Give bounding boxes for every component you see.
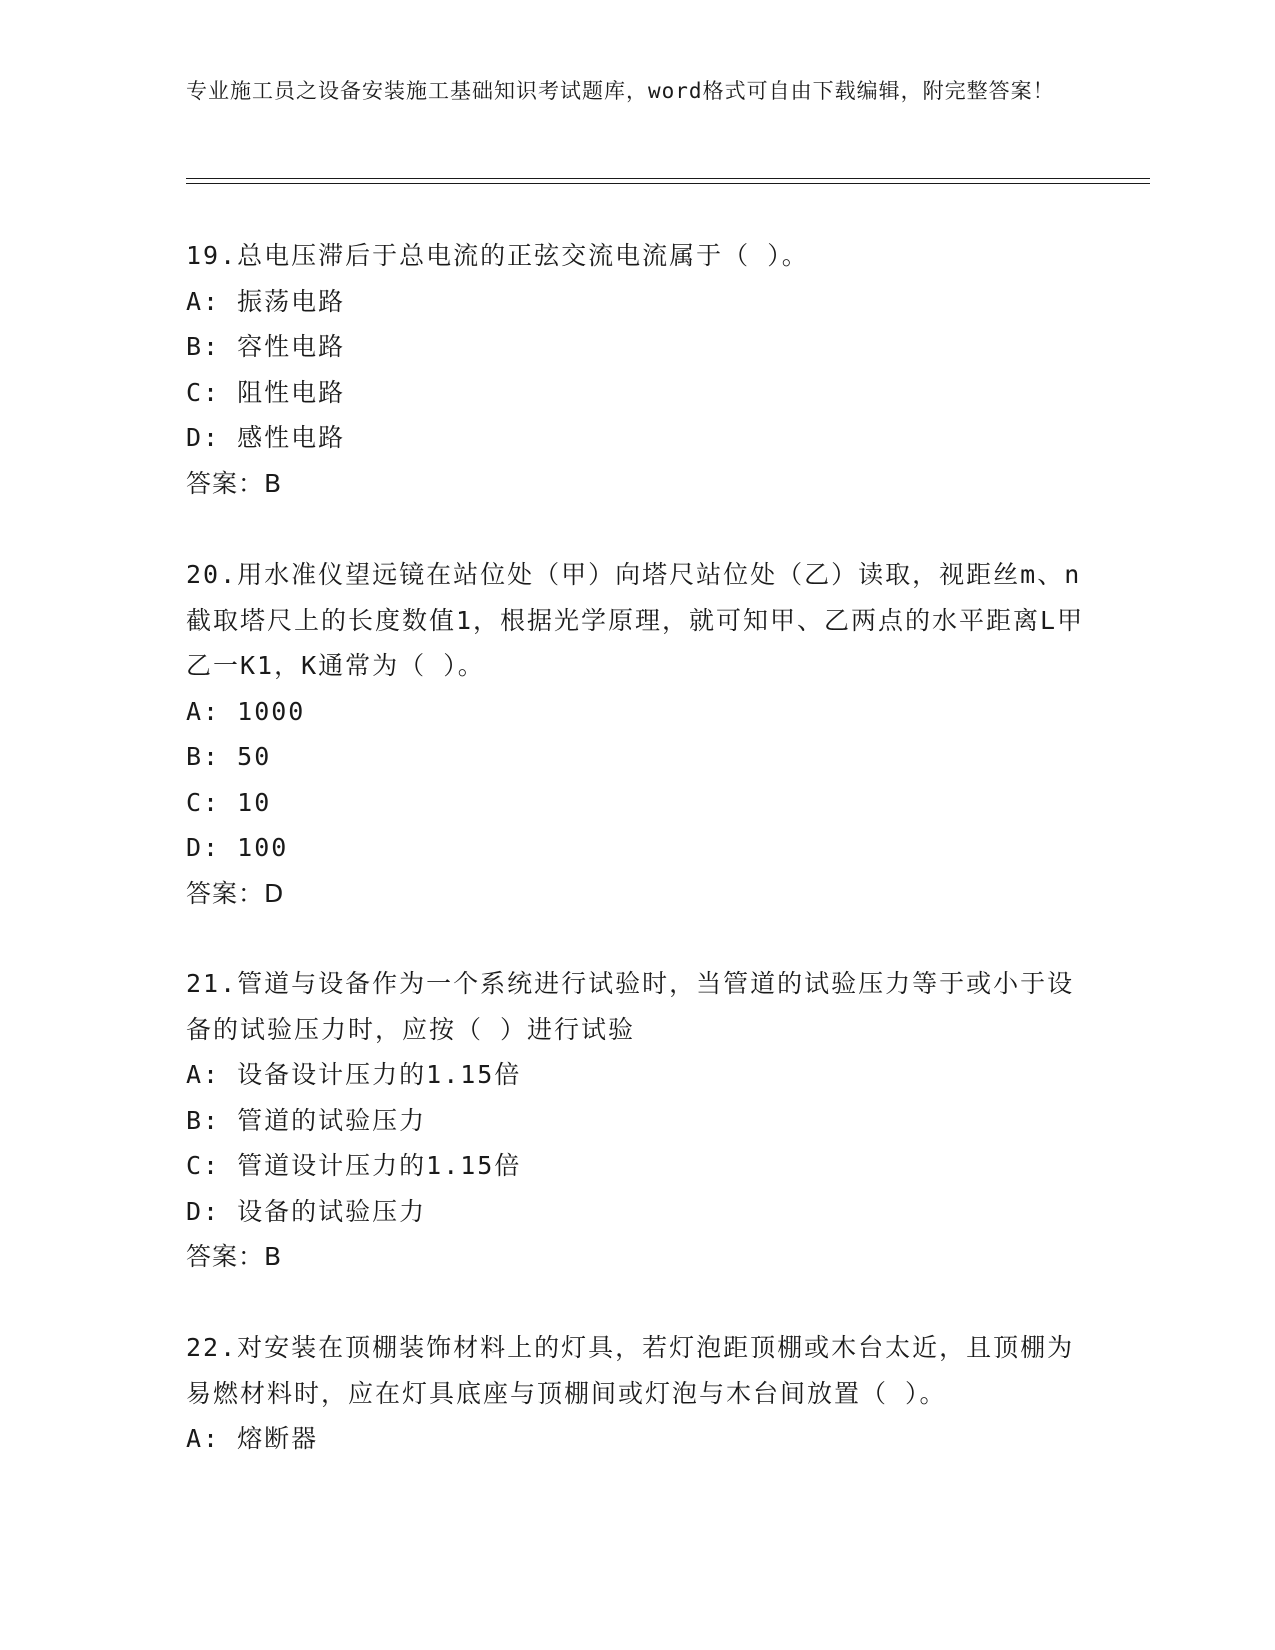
answer-line: 答案：B [186, 1242, 283, 1271]
option-c: C: 管道设计压力的1.15倍 [186, 1151, 522, 1180]
option-d: D: 设备的试验压力 [186, 1196, 427, 1226]
header-divider-bottom [186, 183, 1150, 184]
question-stem: 22.对安装在顶棚装饰材料上的灯具，若灯泡距顶棚或木台太近，且顶棚为易燃材料时，应在灯具底座与顶棚间或灯泡与木台间放置（ ）。 [186, 1333, 1075, 1408]
option-c: C: 阻性电路 [186, 377, 346, 407]
option-a: A: 振荡电路 [186, 286, 346, 316]
option-a: A: 熔断器 [186, 1424, 319, 1453]
option-c: C: 10 [186, 787, 272, 817]
answer-line: 答案：B [186, 468, 283, 498]
option-b: B: 管道的试验压力 [186, 1105, 427, 1135]
question-22 [186, 1325, 1086, 1462]
option-a: A: 设备设计压力的1.15倍 [186, 1060, 522, 1089]
question-stem: 21.管道与设备作为一个系统进行试验时，当管道的试验压力等于或小于设备的试验压力时，应按（ ）进行试验 [186, 969, 1075, 1044]
option-d: D: 100 [186, 833, 289, 862]
option-b: B: 容性电路 [186, 332, 346, 361]
question-21 [186, 961, 1086, 1280]
option-a: A: 1000 [186, 696, 306, 726]
question-19 [186, 233, 1086, 506]
option-b: B: 50 [186, 742, 272, 771]
question-stem: 20.用水准仪望远镜在站位处（甲）向塔尺站位处（乙）读取，视距丝m、n截取塔尺上的长度数值1，根据光学原理，就可知甲、乙两点的水平距离L甲乙一K1，K通常为（ ）。 [186, 560, 1085, 680]
question-stem: 19.总电压滞后于总电流的正弦交流电流属于（ ）。 [186, 241, 809, 270]
document-header: 专业施工员之设备安装施工基础知识考试题库，word格式可自由下载编辑，附完整答案！ [186, 79, 1055, 103]
option-d: D: 感性电路 [186, 423, 346, 452]
question-20 [186, 552, 1086, 916]
header-divider-top [186, 178, 1150, 179]
answer-line: 答案：D [186, 878, 285, 908]
